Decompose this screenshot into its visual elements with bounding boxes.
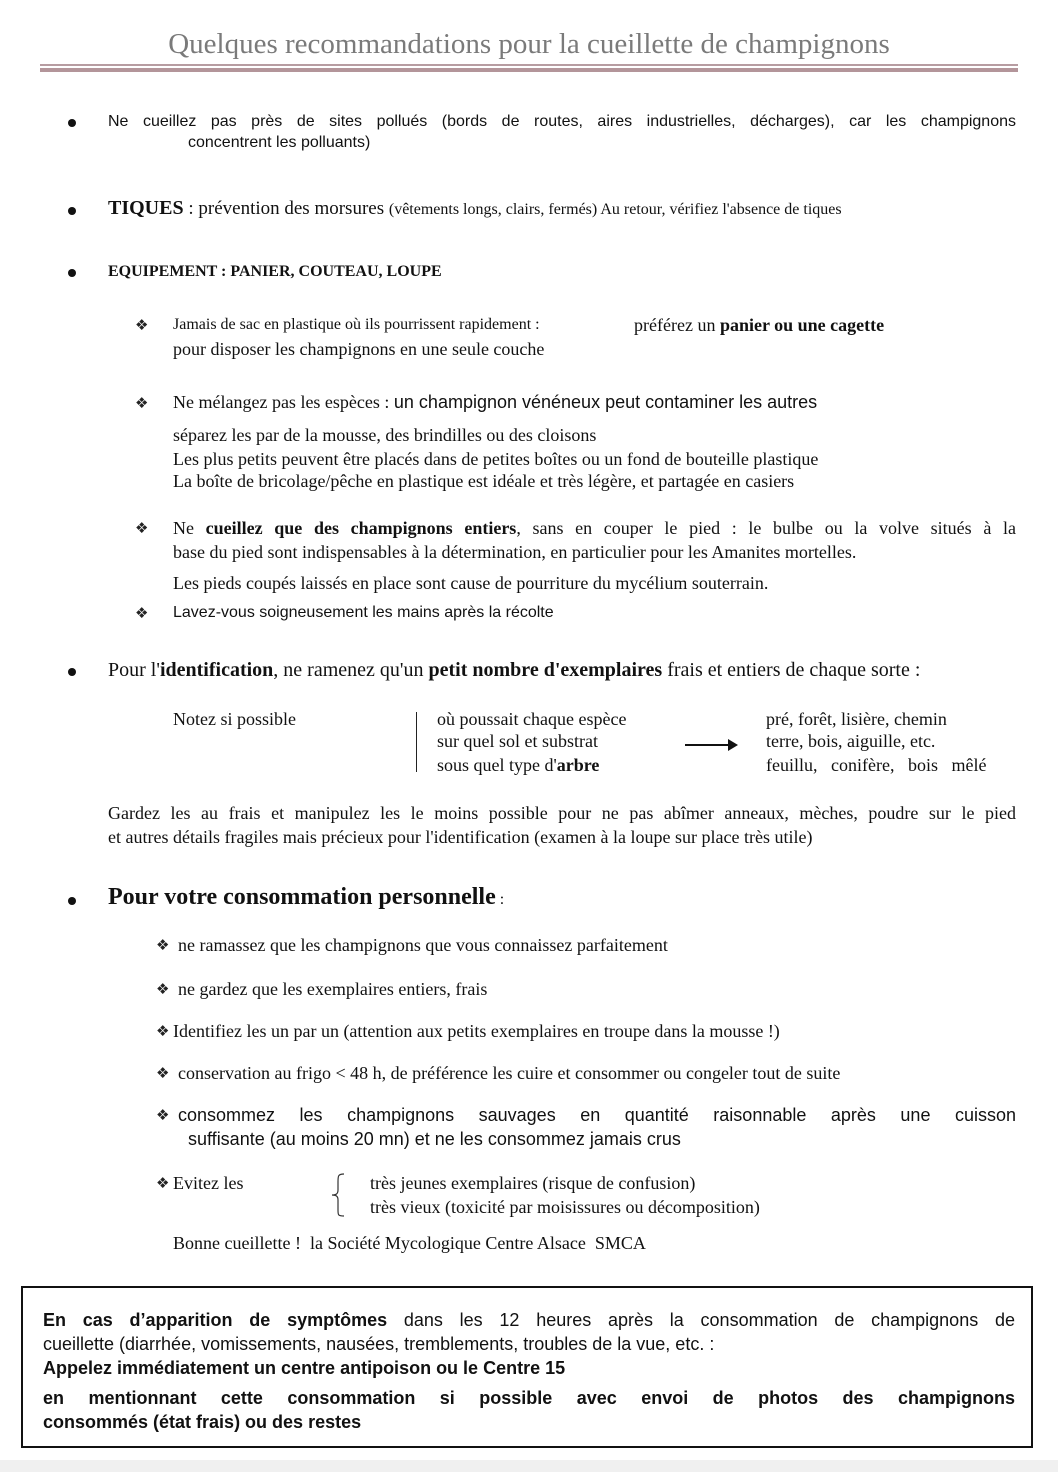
equipment-item-1-bold: panier ou une cagette [719,315,885,335]
equipment-item-1-advice [634,315,884,336]
criteria-answer-2: terre, bois, aiguille, etc. [766,731,936,751]
avoid-item-2: très vieux (toxicité par moisissures ou décomposition) [370,1197,760,1217]
diamond-bullet-icon: ❖ [156,980,170,998]
warning-line-5: consommés (état frais) ou des restes [43,1412,362,1432]
equipment-item-1-part1: Jamais de sac en plastique où ils pourrissent rapidement : [173,316,540,333]
equipment-item-4: Lavez-vous soigneusement les mains après la récolte [173,604,554,621]
bullet-icon [68,668,76,676]
warning-line-1-rest: dans les 12 heures après la consommation de champignons de [387,1310,1015,1330]
equipment-heading: EQUIPEMENT : PANIER, COUTEAU, LOUPE [108,263,442,280]
arrow-head-icon [728,739,738,751]
keep-line-2: et autres détails fragiles mais précieux pour l'identification (examen à la loupe sur place très utile) [108,827,813,847]
diamond-bullet-icon: ❖ [156,1106,170,1124]
keep-line-1 [108,803,1016,824]
avoid-item-1: très jeunes exemplaires (risque de confusion) [370,1173,696,1193]
diamond-bullet-icon: ❖ [156,1174,170,1192]
equipment-item-2-part1: Ne mélangez pas les espèces : [173,392,394,412]
equipment-item-1-line-2: pour disposer les champignons en une seule couche [173,339,545,359]
ticks-main: prévention des morsures [198,198,389,219]
identification-pre: Pour l' [108,659,160,681]
ticks-detail: (vêtements longs, clairs, fermés) Au retour, vérifiez l'absence de tiques [388,201,842,218]
warning-text-1 [43,1310,1015,1331]
equipment-item-1-part2: préférez un [634,315,720,335]
criteria-question-3-pre: sous quel type d' [437,755,557,775]
warning-line-1-bold: En cas d’apparition de symptômes [43,1310,388,1330]
criteria-divider [416,712,417,772]
avoid-label: Evitez les [173,1173,244,1193]
consumption-item-1: ne ramassez que les champignons que vous connaissez parfaitement [178,935,668,955]
note-label: Notez si possible [173,709,296,729]
consumption-item-4: conservation au frigo < 48 h, de préférence les cuire et consommer ou congeler tout de suite [178,1063,841,1083]
criteria-question-3 [437,755,599,776]
bullet-icon [68,269,76,277]
diamond-bullet-icon: ❖ [156,1064,170,1082]
equipment-item-2-line-2: séparez les par de la mousse, des brindilles ou des cloisons [173,425,597,445]
equipment-item-3-pre: Ne [173,518,206,538]
title-rule-thin [40,64,1018,66]
diamond-bullet-icon: ❖ [135,394,149,412]
warning-box [21,1286,1033,1448]
criteria-answer-3: feuillu, conifère, bois mêlé [766,755,987,775]
criteria-question-2: sur quel sol et substrat [437,731,598,751]
consumption-cook-line-1 [178,1105,1016,1126]
ticks-label: TIQUES [108,197,184,219]
consumption-cook-line-2: suffisante (au moins 20 mn) et ne les consommez jamais crus [188,1129,681,1149]
criteria-question-1: où poussait chaque espèce [437,709,627,729]
bullet-icon [68,897,76,905]
identification-bold-2: petit nombre d'exemplaires [428,659,663,681]
polluted-line-2: concentrent les polluants) [188,134,371,151]
equipment-item-3-line-1 [173,518,1016,539]
equipment-item-2-line-1 [173,392,817,413]
brace-icon [328,1172,350,1218]
equipment-item-3-bold: cueillez que des champignons entiers [205,518,517,538]
signoff: Bonne cueillette ! la Société Mycologique Centre Alsace SMCA [173,1233,646,1253]
polluted-line-1 [108,113,1016,131]
diamond-bullet-icon: ❖ [156,936,170,954]
consumption-heading: Pour votre consommation personnelle [108,884,496,910]
consumption-item-3: Identifiez les un par un (attention aux petits exemplaires en troupe dans la mousse !) [173,1021,780,1041]
equipment-item-1-line-1 [173,316,540,334]
warning-text-4: en mentionnant cette consommation si possible avec envoi de photos des champignons [43,1388,1015,1408]
warning-line-3: Appelez immédiatement un centre antipoison ou le Centre 15 [43,1358,566,1378]
identification-mid: , ne ramenez qu'un [273,659,429,681]
warning-line-1 [43,1310,1015,1331]
warning-line-2: cueillette (diarrhée, vomissements, nausées, tremblements, troubles de la vue, etc. : [43,1334,715,1354]
bullet-icon [68,207,76,215]
equipment-item-3-post: , sans en couper le pied : le bulbe ou la volve situés à la [516,518,1016,538]
cook-text-1: consommez les champignons sauvages en quantité raisonnable après une cuisson [178,1105,1016,1125]
consumption-heading-line [108,884,504,911]
equipment-item-2-line-4: La boîte de bricolage/pêche en plastique est idéale et très légère, et partagée en casiers [173,471,795,491]
identification-line [108,659,920,682]
equipment-item-3-line-2: base du pied sont indispensables à la détermination, en particulier pour les Amanites mortelles. [173,542,857,562]
consumption-heading-suffix: : [495,891,505,908]
diamond-bullet-icon: ❖ [135,604,149,622]
keep-text-1: Gardez les au frais et manipulez les le moins possible pour ne pas abîmer anneaux, mèches, poudre sur le pied [108,803,1016,823]
equipment-item-3-line-3: Les pieds coupés laissés en place sont cause de pourriture du mycélium souterrain. [173,573,769,593]
identification-post: frais et entiers de chaque sorte : [662,659,921,681]
consumption-item-2: ne gardez que les exemplaires entiers, frais [178,979,488,999]
criteria-answer-1: pré, forêt, lisière, chemin [766,709,947,729]
equipment-item-2-part2: un champignon vénéneux peut contaminer les autres [393,392,818,412]
title-rule-thick [40,68,1018,72]
arrow-icon [685,744,730,746]
identification-bold-1: identification [159,659,274,681]
ticks-line [108,197,842,220]
polluted-text-1: Ne cueillez pas près de sites pollués (bords de routes, aires industrielles, décharges), car les champignons [108,113,1016,130]
warning-line-4 [43,1388,1015,1409]
diamond-bullet-icon: ❖ [135,519,149,537]
criteria-question-3-bold: arbre [556,755,600,775]
equipment-item-3-text [173,518,1016,539]
diamond-bullet-icon: ❖ [135,316,149,334]
equipment-item-2-line-3: Les plus petits peuvent être placés dans de petites boîtes ou un fond de bouteille plastique [173,449,819,469]
ticks-sep: : [183,198,199,219]
page-title: Quelques recommandations pour la cueillette de champignons [168,28,890,60]
bottom-strip [0,1460,1058,1472]
diamond-bullet-icon: ❖ [156,1022,170,1040]
bullet-icon [68,119,76,127]
